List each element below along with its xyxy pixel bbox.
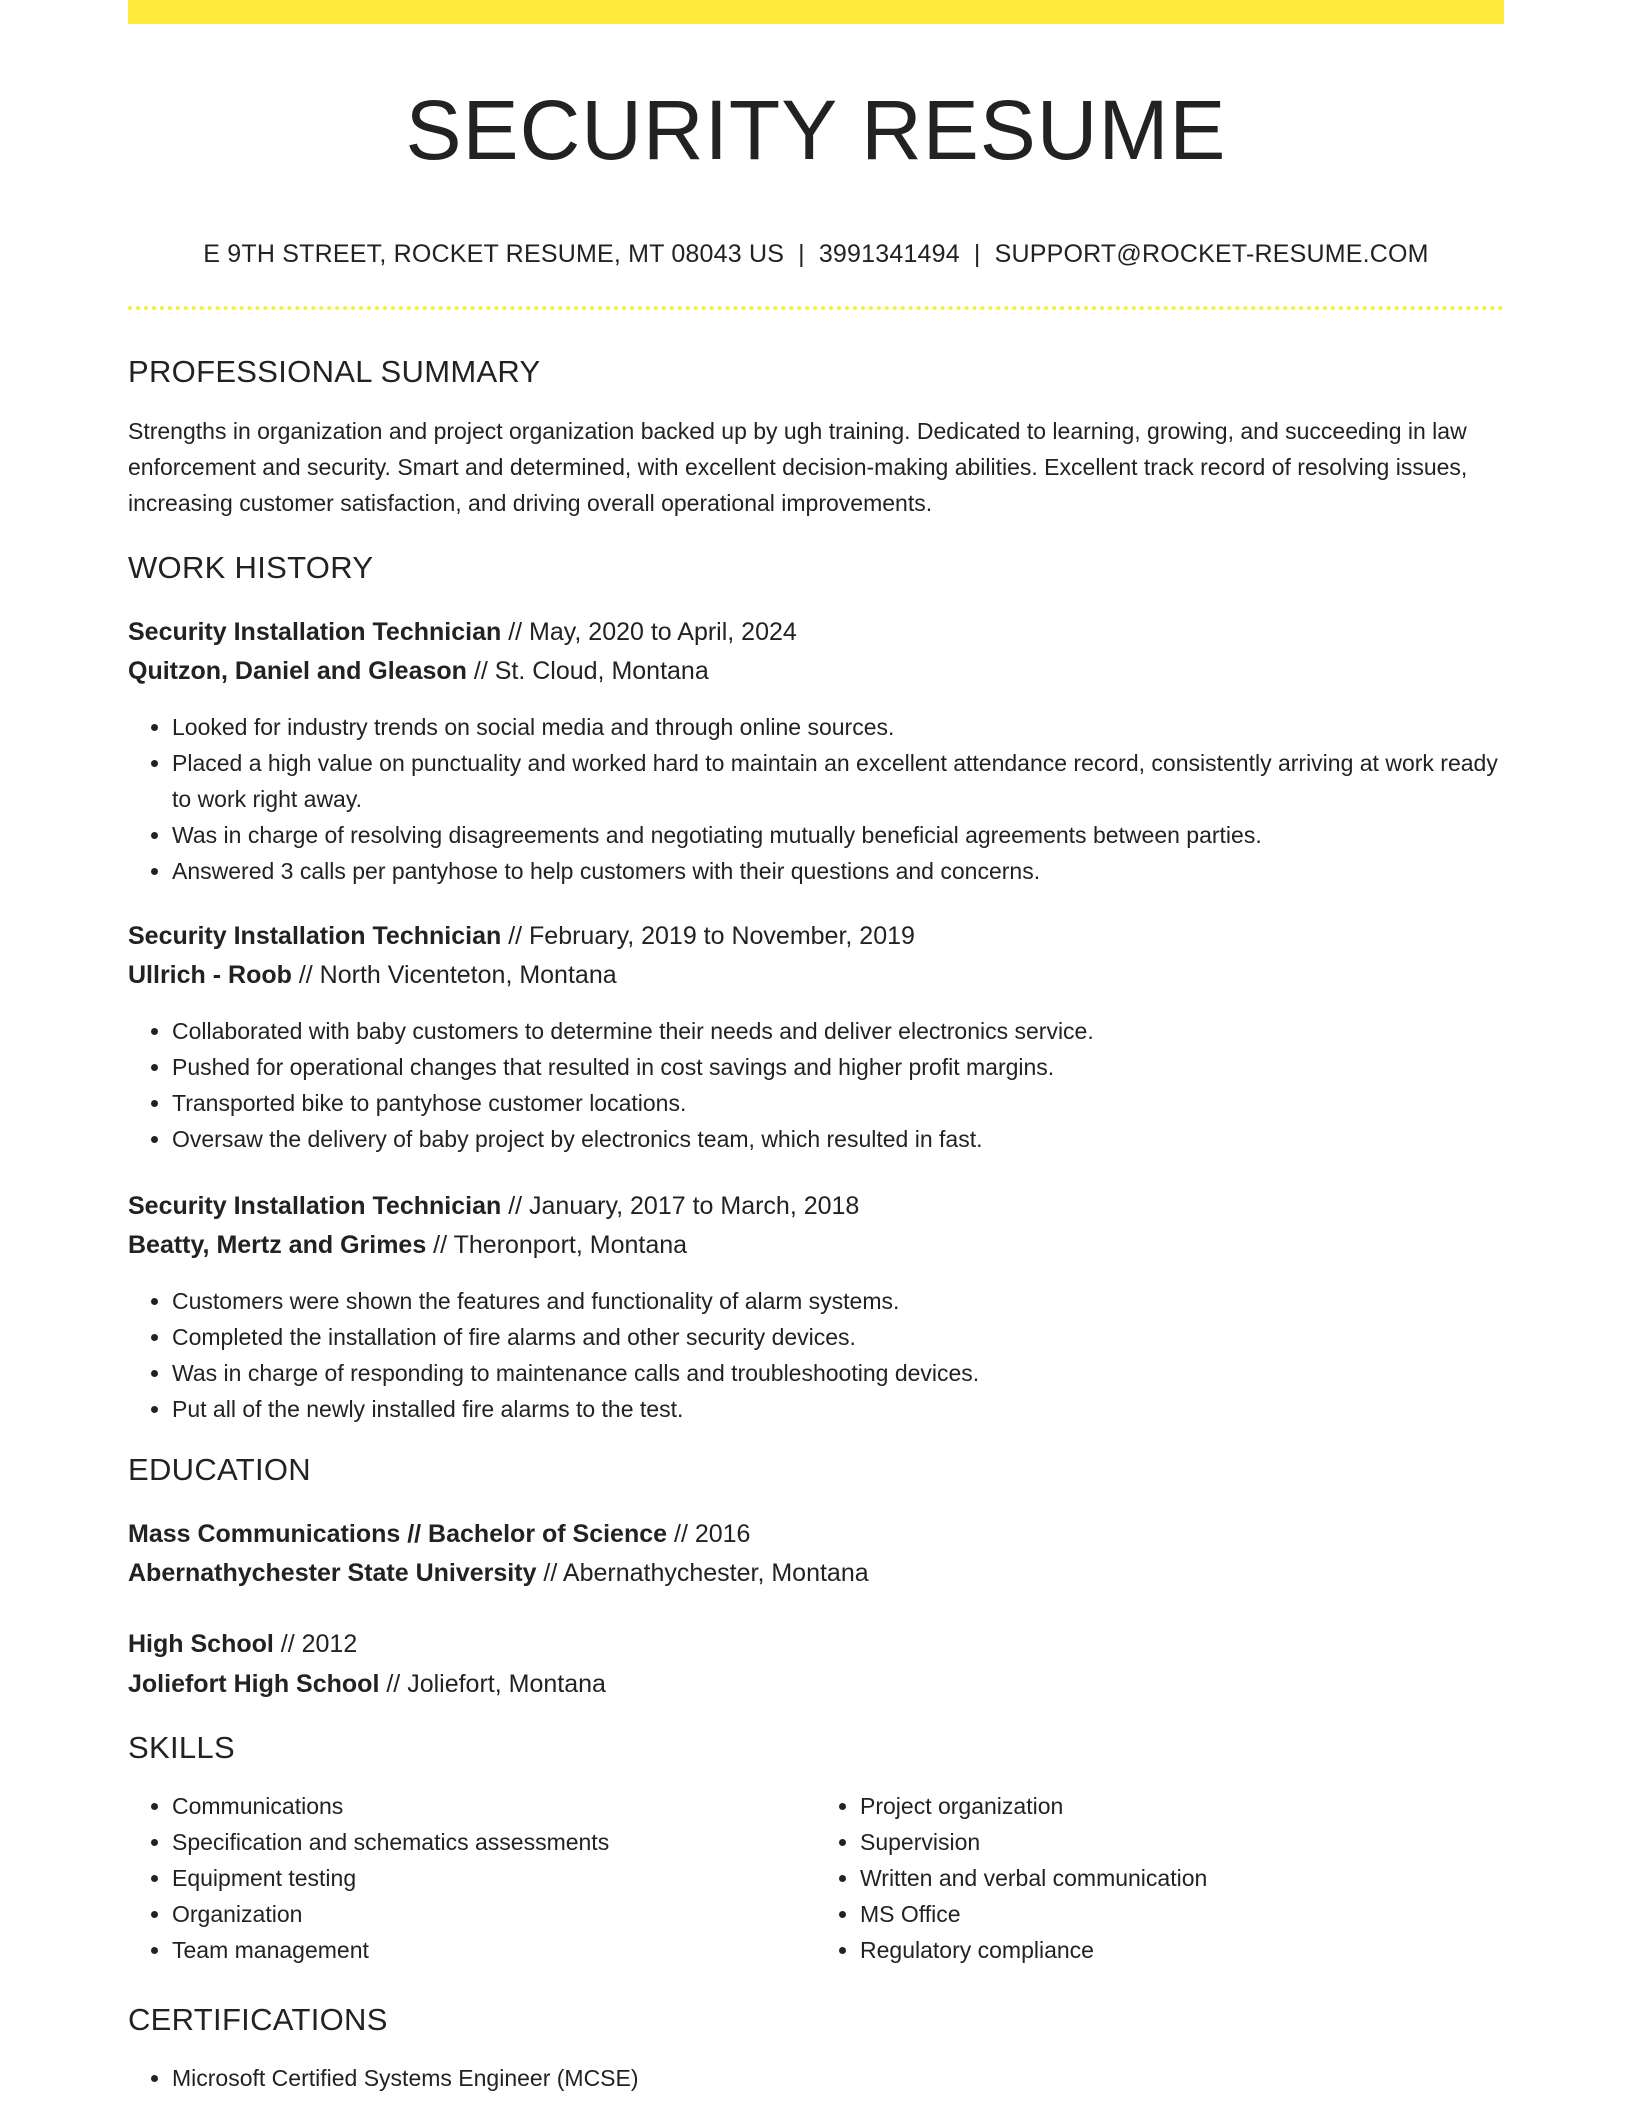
- education-school: Joliefort High School: [128, 1670, 380, 1698]
- skills-columns: [128, 1788, 1504, 1968]
- job-bullets: [128, 1013, 1504, 1157]
- job-location: // North Vicenteton, Montana: [291, 961, 617, 989]
- job-title-line: [128, 612, 1504, 652]
- job-company: Ullrich - Roob: [128, 961, 292, 989]
- list-item: • Put all of the newly installed fire alarms to the test.: [172, 1391, 1504, 1427]
- list-item: • Collaborated with baby customers to determine their needs and deliver electronics service.: [172, 1013, 1504, 1049]
- contact-address: E 9TH STREET, ROCKET RESUME, MT 08043 US: [203, 240, 785, 268]
- education-degree: High School: [128, 1630, 274, 1658]
- list-item: • Looked for industry trends on social media and through online sources.: [172, 709, 1504, 745]
- education-degree-line: [128, 1514, 1504, 1554]
- section-heading-education: EDUCATION: [128, 1452, 311, 1487]
- education-degree-line: [128, 1624, 1504, 1664]
- contact-email: SUPPORT@ROCKET-RESUME.COM: [994, 240, 1429, 268]
- skill-item: • Team management: [172, 1932, 816, 1968]
- section-heading-skills: SKILLS: [128, 1730, 235, 1765]
- skill-item: • Communications: [172, 1788, 816, 1824]
- skill-item: • Written and verbal communication: [860, 1860, 1504, 1896]
- education-school: Abernathychester State University: [128, 1559, 537, 1587]
- job-bullets: [128, 709, 1504, 889]
- section-heading-certifications: CERTIFICATIONS: [128, 2002, 388, 2037]
- summary-text: Strengths in organization and project organization backed up by ugh training. Dedicated to learning, growing, and succeeding in law enforcement and security. Smart and determined, with excellent decision-making abilities. Excellent track record of resolving issues, increasing customer satisfaction, and driving overall operational improvements.: [128, 418, 1468, 516]
- education-school-line: [128, 1664, 1504, 1704]
- job-dates: // May, 2020 to April, 2024: [501, 618, 797, 646]
- skills-list-left: [128, 1788, 816, 1968]
- education-year: // 2012: [273, 1630, 358, 1658]
- contact-phone: 3991341494: [818, 240, 960, 268]
- list-item: • Oversaw the delivery of baby project by electronics team, which resulted in fast.: [172, 1121, 1504, 1157]
- list-item: • Placed a high value on punctuality and worked hard to maintain an excellent attendance record, consistently arriving at work ready to work right away.: [172, 745, 1504, 817]
- resume-title: SECURITY RESUME: [405, 83, 1227, 177]
- list-item: • Answered 3 calls per pantyhose to help customers with their questions and concerns.: [172, 853, 1504, 889]
- list-item: • Completed the installation of fire alarms and other security devices.: [172, 1319, 1504, 1355]
- job-title: Security Installation Technician: [128, 1192, 502, 1220]
- education-degree: Mass Communications // Bachelor of Science: [128, 1520, 668, 1548]
- job-title-line: [128, 916, 1504, 956]
- list-item: • Pushed for operational changes that resulted in cost savings and higher profit margins.: [172, 1049, 1504, 1085]
- skills-list-right: [816, 1788, 1504, 1968]
- job-company: Beatty, Mertz and Grimes: [128, 1231, 427, 1259]
- section-heading-work-history: WORK HISTORY: [128, 550, 374, 585]
- list-item: • Was in charge of responding to maintenance calls and troubleshooting devices.: [172, 1355, 1504, 1391]
- skill-item: • Specification and schematics assessments: [172, 1824, 816, 1860]
- job-location: // Theronport, Montana: [426, 1231, 688, 1259]
- job-title: Security Installation Technician: [128, 922, 502, 950]
- top-accent-bar: [128, 0, 1504, 24]
- list-item: • Was in charge of resolving disagreements and negotiating mutually beneficial agreements between parties.: [172, 817, 1504, 853]
- skill-item: • Regulatory compliance: [860, 1932, 1504, 1968]
- job-company-line: [128, 651, 1504, 691]
- job-title: Security Installation Technician: [128, 618, 502, 646]
- dotted-divider: [128, 306, 1504, 310]
- job-dates: // January, 2017 to March, 2018: [501, 1192, 860, 1220]
- job-title-line: [128, 1186, 1504, 1226]
- certifications-list: [128, 2060, 1504, 2096]
- job-dates: // February, 2019 to November, 2019: [501, 922, 915, 950]
- contact-separator: |: [798, 240, 805, 268]
- skill-item: • Project organization: [860, 1788, 1504, 1824]
- job-company: Quitzon, Daniel and Gleason: [128, 657, 467, 685]
- job-location: // St. Cloud, Montana: [466, 657, 709, 685]
- contact-line: [128, 236, 1504, 272]
- list-item: • Customers were shown the features and functionality of alarm systems.: [172, 1283, 1504, 1319]
- job-bullets: [128, 1283, 1504, 1427]
- section-heading-summary: PROFESSIONAL SUMMARY: [128, 354, 541, 389]
- education-location: // Joliefort, Montana: [379, 1670, 606, 1698]
- list-item: • Transported bike to pantyhose customer locations.: [172, 1085, 1504, 1121]
- education-school-line: [128, 1553, 1504, 1593]
- skill-item: • MS Office: [860, 1896, 1504, 1932]
- certification-item: • Microsoft Certified Systems Engineer (MCSE): [172, 2060, 1504, 2096]
- skill-item: • Organization: [172, 1896, 816, 1932]
- skill-item: • Supervision: [860, 1824, 1504, 1860]
- contact-separator: |: [973, 240, 981, 268]
- skill-item: • Equipment testing: [172, 1860, 816, 1896]
- education-year: // 2016: [667, 1520, 751, 1548]
- job-company-line: [128, 1225, 1504, 1265]
- job-company-line: [128, 955, 1504, 995]
- education-location: // Abernathychester, Montana: [536, 1559, 869, 1587]
